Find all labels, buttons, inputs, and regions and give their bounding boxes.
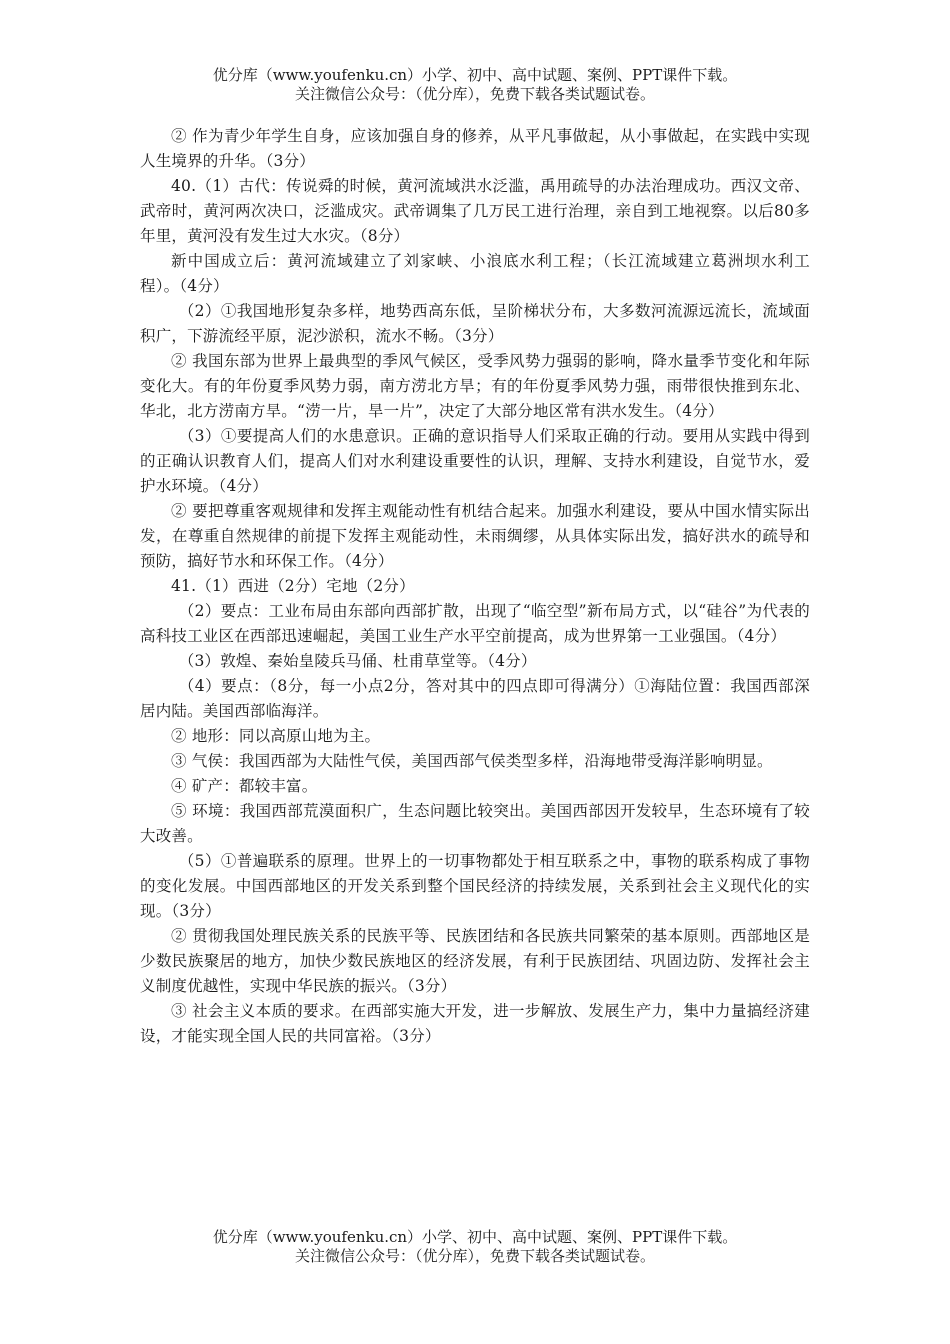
page-footer <box>0 1228 950 1266</box>
paragraph: ② 作为青少年学生自身，应该加强自身的修养，从平凡事做起，从小事做起，在实践中实现人生境界的升华。（3分） <box>140 127 810 170</box>
footer-line-1: 优分库（www.youfenku.cn）小学、初中、高中试题、案例、PPT课件下载。 <box>212 1228 738 1246</box>
paragraph: ③ 社会主义本质的要求。在西部实施大开发，进一步解放、发展生产力，集中力量搞经济建设，才能实现全国人民的共同富裕。（3分） <box>140 1002 810 1045</box>
paragraph: 40.（1）古代：传说舜的时候，黄河流域洪水泛滥，禹用疏导的办法治理成功。西汉文帝、武帝时，黄河两次决口，泛滥成灾。武帝调集了几万民工进行治理，亲自到工地视察。以后80多年里，黄河没有发生过大水灾。（8分） <box>140 177 810 245</box>
paragraph: 41.（1）西进（2分）宅地（2分） <box>171 577 415 595</box>
header-line-2: 关注微信公众号：（优分库），免费下载各类试题试卷。 <box>294 85 655 103</box>
page-header <box>0 66 950 104</box>
paragraph: （5）①普遍联系的原理。世界上的一切事物都处于相互联系之中，事物的联系构成了事物的变化发展。中国西部地区的开发关系到整个国民经济的持续发展，关系到社会主义现代化的实现。（3分） <box>140 852 810 920</box>
paragraph: ② 要把尊重客观规律和发挥主观能动性有机结合起来。加强水利建设，要从中国水情实际出发，在尊重自然规律的前提下发挥主观能动性，未雨绸缪，从具体实际出发，搞好洪水的疏导和预防，搞好节水和环保工作。（4分） <box>140 502 810 570</box>
paragraph: （2）要点：工业布局由东部向西部扩散，出现了“临空型”新布局方式，以“硅谷”为代表的高科技工业区在西部迅速崛起，美国工业生产水平空前提高，成为世界第一工业强国。（4分） <box>140 602 810 645</box>
header-line-1: 优分库（www.youfenku.cn）小学、初中、高中试题、案例、PPT课件下载。 <box>212 66 738 84</box>
paragraph: （4）要点：（8分，每一小点2分，答对其中的四点即可得满分）①海陆位置：我国西部深居内陆。美国西部临海洋。 <box>140 677 810 720</box>
paragraph: （3）①要提高人们的水患意识。正确的意识指导人们采取正确的行动。要用从实践中得到的正确认识教育人们，提高人们对水利建设重要性的认识，理解、支持水利建设，自觉节水，爱护水环境。（4分） <box>140 427 810 495</box>
paragraph: ② 我国东部为世界上最典型的季风气候区，受季风势力强弱的影响，降水量季节变化和年际变化大。有的年份夏季风势力弱，南方涝北方旱；有的年份夏季风势力强，雨带很快推到东北、华北，北方涝南方旱。“涝一片，旱一片”，决定了大部分地区常有洪水发生。（4分） <box>140 352 810 420</box>
paragraph: （3）敦煌、秦始皇陵兵马俑、杜甫草堂等。（4分） <box>178 652 537 670</box>
document-body <box>140 124 810 1049</box>
footer-line-2: 关注微信公众号：（优分库），免费下载各类试题试卷。 <box>294 1247 655 1265</box>
paragraph: ② 贯彻我国处理民族关系的民族平等、民族团结和各民族共同繁荣的基本原则。西部地区是少数民族聚居的地方，加快少数民族地区的经济发展，有利于民族团结、巩固边防、发挥社会主义制度优越性，实现中华民族的振兴。（3分） <box>140 927 810 995</box>
paragraph: ⑤ 环境：我国西部荒漠面积广，生态问题比较突出。美国西部因开发较早，生态环境有了较大改善。 <box>140 802 810 845</box>
paragraph: ④ 矿产：都较丰富。 <box>171 777 318 795</box>
paragraph: ② 地形：同以高原山地为主。 <box>171 727 381 745</box>
paragraph: 新中国成立后：黄河流域建立了刘家峡、小浪底水利工程；（长江流域建立葛洲坝水利工程）。（4分） <box>140 252 810 295</box>
paragraph: （2）①我国地形复杂多样，地势西高东低，呈阶梯状分布，大多数河流源远流长，流域面积广，下游流经平原，泥沙淤积，流水不畅。（3分） <box>140 302 810 345</box>
paragraph: ③ 气侯：我国西部为大陆性气侯，美国西部气侯类型多样，沿海地带受海洋影响明显。 <box>171 752 773 770</box>
